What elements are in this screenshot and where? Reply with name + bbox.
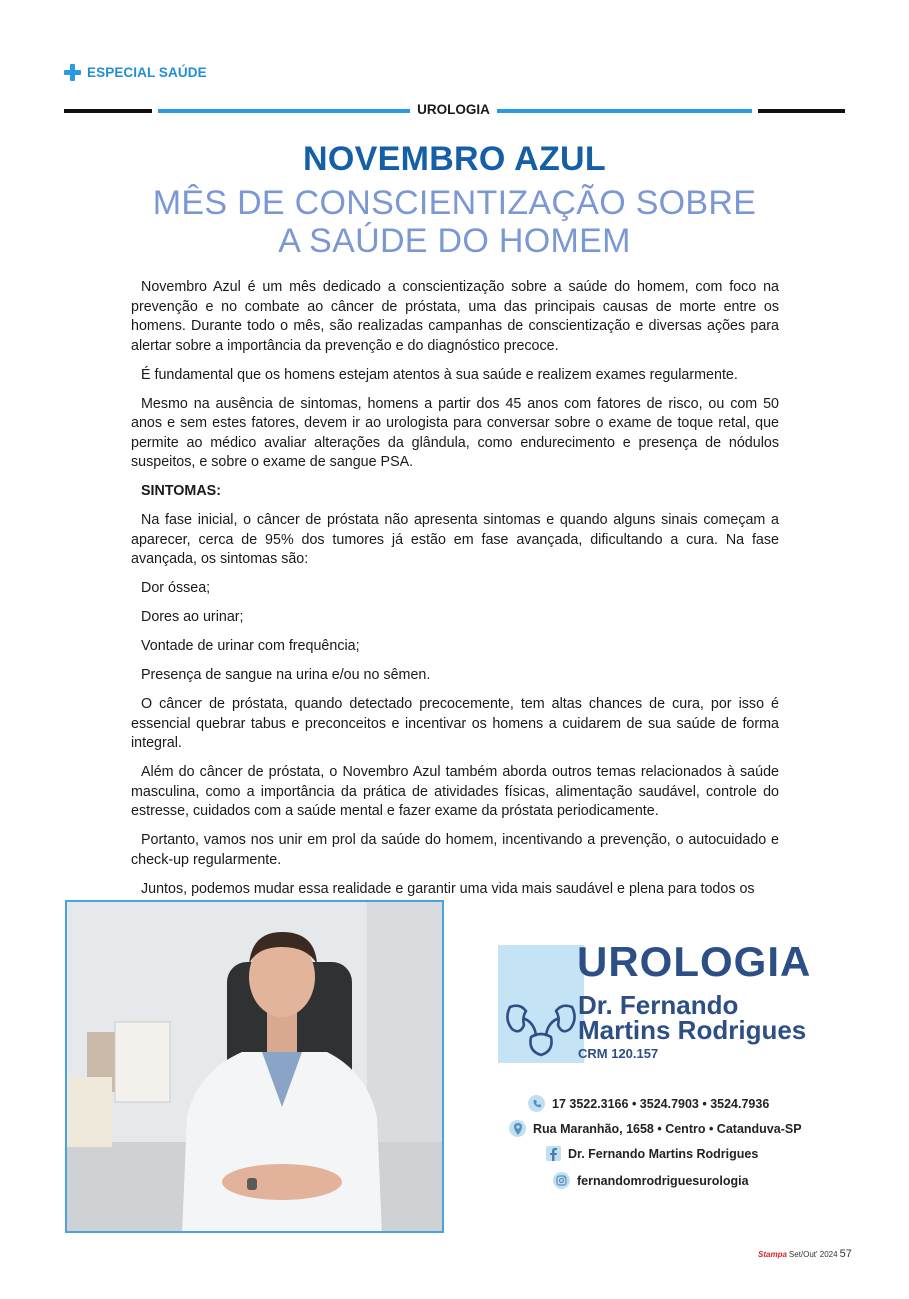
article-body bbox=[131, 278, 779, 928]
promo-crm: CRM 120.157 bbox=[578, 1046, 659, 1061]
symptom-item: Dores ao urinar; bbox=[141, 609, 244, 625]
promo-specialty: UROLOGIA bbox=[577, 938, 812, 985]
article-title: NOVEMBRO AZUL bbox=[303, 140, 606, 178]
footer-brand: Stampa bbox=[758, 1250, 787, 1259]
paragraph: O câncer de próstata, quando detectado precocemente, tem altas chances de cura, por isso é essencial quebrar tabus e preconceitos e incentivar os homens a cuidarem de sua saúde de forma integral. bbox=[131, 696, 779, 751]
plus-icon bbox=[64, 64, 81, 81]
paragraph: Juntos, podemos mudar essa realidade e garantir uma vida mais saudável e plena para todos os bbox=[141, 880, 755, 897]
article-subtitle bbox=[0, 184, 909, 260]
instagram-icon bbox=[553, 1172, 570, 1189]
divider-right-blue bbox=[497, 109, 752, 113]
symptom-item: Presença de sangue na urina e/ou no sêmen. bbox=[141, 667, 431, 683]
contact-phones bbox=[528, 1095, 769, 1112]
symptom-item: Vontade de urinar com frequência; bbox=[141, 638, 360, 654]
location-pin-icon bbox=[509, 1120, 526, 1137]
contact-phones-text: 17 3522.3166 • 3524.7903 • 3524.7936 bbox=[552, 1096, 770, 1111]
symptoms-heading: SINTOMAS: bbox=[141, 483, 221, 499]
contact-instagram-text: fernandomrodriguesurologia bbox=[577, 1173, 749, 1188]
contact-facebook[interactable] bbox=[546, 1146, 758, 1161]
page-number: 57 bbox=[839, 1248, 852, 1260]
kidneys-bladder-icon bbox=[498, 945, 584, 1063]
doctor-photo-illustration bbox=[67, 902, 444, 1233]
paragraph: Além do câncer de próstata, o Novembro Azul também aborda outros temas relacionados à saúde masculina, como a importância da prática de atividades físicas, alimentação saudável, controle do estresse, cuidados com a saúde mental e fazer exame da próstata periodicamente. bbox=[131, 764, 779, 819]
promo-logo-box bbox=[498, 945, 584, 1063]
footer-issue: Set/Out' 2024 bbox=[788, 1250, 838, 1259]
section-tag bbox=[64, 64, 207, 81]
paragraph: Novembro Azul é um mês dedicado a conscientização sobre a saúde do homem, com foco na prevenção e no combate ao câncer de próstata, uma das principais causas de morte entre os homens. Durante todo o mês, são realizadas campanhas de conscientização e diversas ações para alertar sobre a importância da prevenção e do diagnóstico precoce. bbox=[131, 279, 779, 354]
page-footer bbox=[758, 1248, 852, 1260]
contact-facebook-text: Dr. Fernando Martins Rodrigues bbox=[568, 1146, 759, 1161]
paragraph: Mesmo na ausência de sintomas, homens a partir dos 45 anos com fatores de risco, ou com 50 anos e sem estes fatores, devem ir ao urologista para conversar sobre o exame de toque retal, que permite ao médico avaliar alterações da glândula, como endurecimento e presença de nódulos suspeitos, e sobre o exame de sangue PSA. bbox=[131, 395, 779, 470]
contact-address-text: Rua Maranhão, 1658 • Centro • Catanduva-SP bbox=[533, 1121, 802, 1136]
divider-left-black bbox=[64, 109, 152, 113]
promo-doctor-line-2: Martins Rodrigues bbox=[578, 1015, 807, 1045]
paragraph: Portanto, vamos nos unir em prol da saúde do homem, incentivando a prevenção, o autocuidado e check-up regularmente. bbox=[131, 832, 779, 868]
subtitle-line-1: MÊS DE CONSCIENTIZAÇÃO SOBRE bbox=[152, 184, 757, 222]
divider-left-blue bbox=[158, 109, 410, 113]
subtitle-line-2: A SAÚDE DO HOMEM bbox=[278, 222, 631, 260]
section-tag-label: ESPECIAL SAÚDE bbox=[87, 65, 207, 80]
paragraph: Na fase inicial, o câncer de próstata não apresenta sintomas e quando alguns sinais começam a aparecer, cerca de 95% dos tumores já estão em fase avançada, dificultando a cura. Na fase avançada, os sintomas são: bbox=[131, 512, 779, 567]
section-label: UROLOGIA bbox=[417, 102, 490, 117]
contact-address bbox=[509, 1120, 802, 1137]
symptom-item: Dor óssea; bbox=[141, 580, 211, 596]
facebook-icon bbox=[546, 1146, 561, 1161]
divider-right-black bbox=[758, 109, 845, 113]
contact-instagram[interactable] bbox=[553, 1172, 749, 1189]
paragraph: É fundamental que os homens estejam atentos à sua saúde e realizem exames regularmente. bbox=[141, 366, 738, 383]
promo-doctor-line-1: Dr. Fernando bbox=[578, 990, 739, 1020]
promo-doctor-name bbox=[578, 990, 807, 1045]
doctor-photo bbox=[65, 900, 444, 1233]
phone-icon bbox=[528, 1095, 545, 1112]
